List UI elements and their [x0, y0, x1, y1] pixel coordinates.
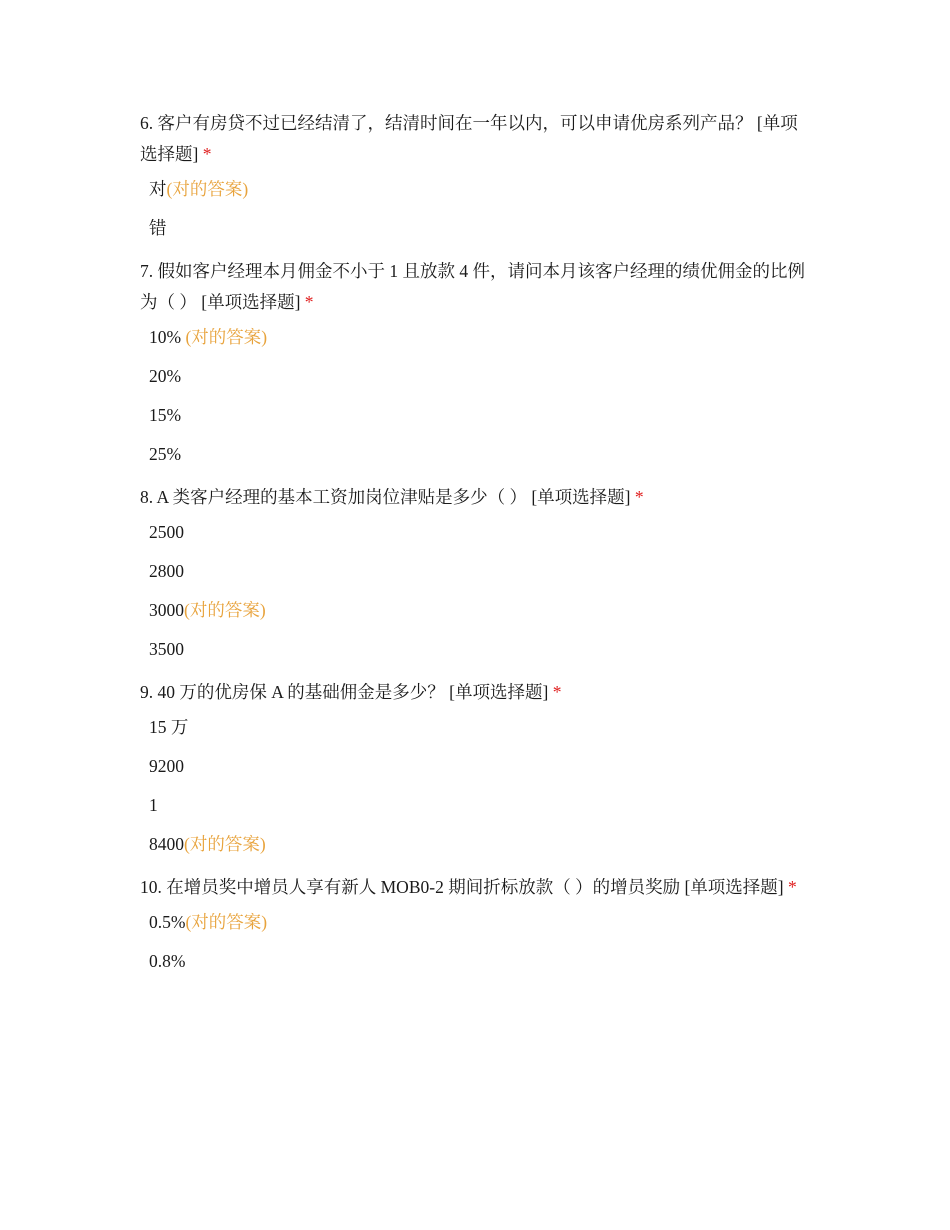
- option-item[interactable]: 15 万: [149, 717, 189, 737]
- survey-page: [140, 108, 812, 989]
- option-item[interactable]: 3000(对的答案): [149, 600, 266, 620]
- question-8: [140, 482, 812, 661]
- correct-answer-tag: (对的答案): [185, 327, 268, 347]
- options-list: [140, 178, 812, 240]
- question-text: 6. 客户有房贷不过已经结清了，结清时间在一年以内，可以申请优房系列产品？ [单项选择题] *: [140, 113, 798, 164]
- correct-answer-tag: (对的答案): [166, 179, 249, 199]
- options-list: [140, 716, 812, 856]
- option-item[interactable]: 错: [149, 218, 167, 238]
- correct-answer-tag: (对的答案): [184, 834, 266, 854]
- required-mark: *: [787, 877, 797, 897]
- option-item[interactable]: 20%: [149, 366, 182, 386]
- option-item[interactable]: 8400(对的答案): [149, 834, 266, 854]
- question-text: 10. 在增员奖中增员人享有新人 MOB0-2 期间折标放款（ ）的增员奖励 [单项选择题] *: [140, 877, 797, 897]
- required-mark: *: [304, 292, 314, 312]
- option-item[interactable]: 2800: [149, 561, 184, 581]
- option-item[interactable]: 3500: [149, 639, 184, 659]
- required-mark: *: [202, 144, 212, 164]
- required-mark: *: [552, 682, 562, 702]
- option-item[interactable]: 9200: [149, 756, 184, 776]
- correct-answer-tag: (对的答案): [185, 912, 268, 932]
- question-7: [140, 256, 812, 466]
- question-6: [140, 108, 812, 240]
- option-item[interactable]: 15%: [149, 405, 182, 425]
- required-mark: *: [634, 487, 644, 507]
- option-item[interactable]: 25%: [149, 444, 182, 464]
- question-text: 7. 假如客户经理本月佣金不小于 1 且放款 4 件，请问本月该客户经理的绩优佣金的比例为（ ） [单项选择题] *: [140, 261, 805, 312]
- question-9: [140, 677, 812, 856]
- option-item[interactable]: 10% (对的答案): [149, 327, 268, 347]
- option-item[interactable]: 0.5%(对的答案): [149, 912, 268, 932]
- correct-answer-tag: (对的答案): [184, 600, 266, 620]
- option-item[interactable]: 1: [149, 795, 158, 815]
- options-list: [140, 911, 812, 973]
- options-list: [140, 521, 812, 661]
- option-item[interactable]: 对(对的答案): [149, 179, 249, 199]
- options-list: [140, 326, 812, 466]
- question-text: 8. A 类客户经理的基本工资加岗位津贴是多少（ ） [单项选择题] *: [140, 487, 644, 507]
- question-text: 9. 40 万的优房保 A 的基础佣金是多少？ [单项选择题] *: [140, 682, 562, 702]
- question-10: [140, 872, 812, 973]
- option-item[interactable]: 0.8%: [149, 951, 186, 971]
- option-item[interactable]: 2500: [149, 522, 184, 542]
